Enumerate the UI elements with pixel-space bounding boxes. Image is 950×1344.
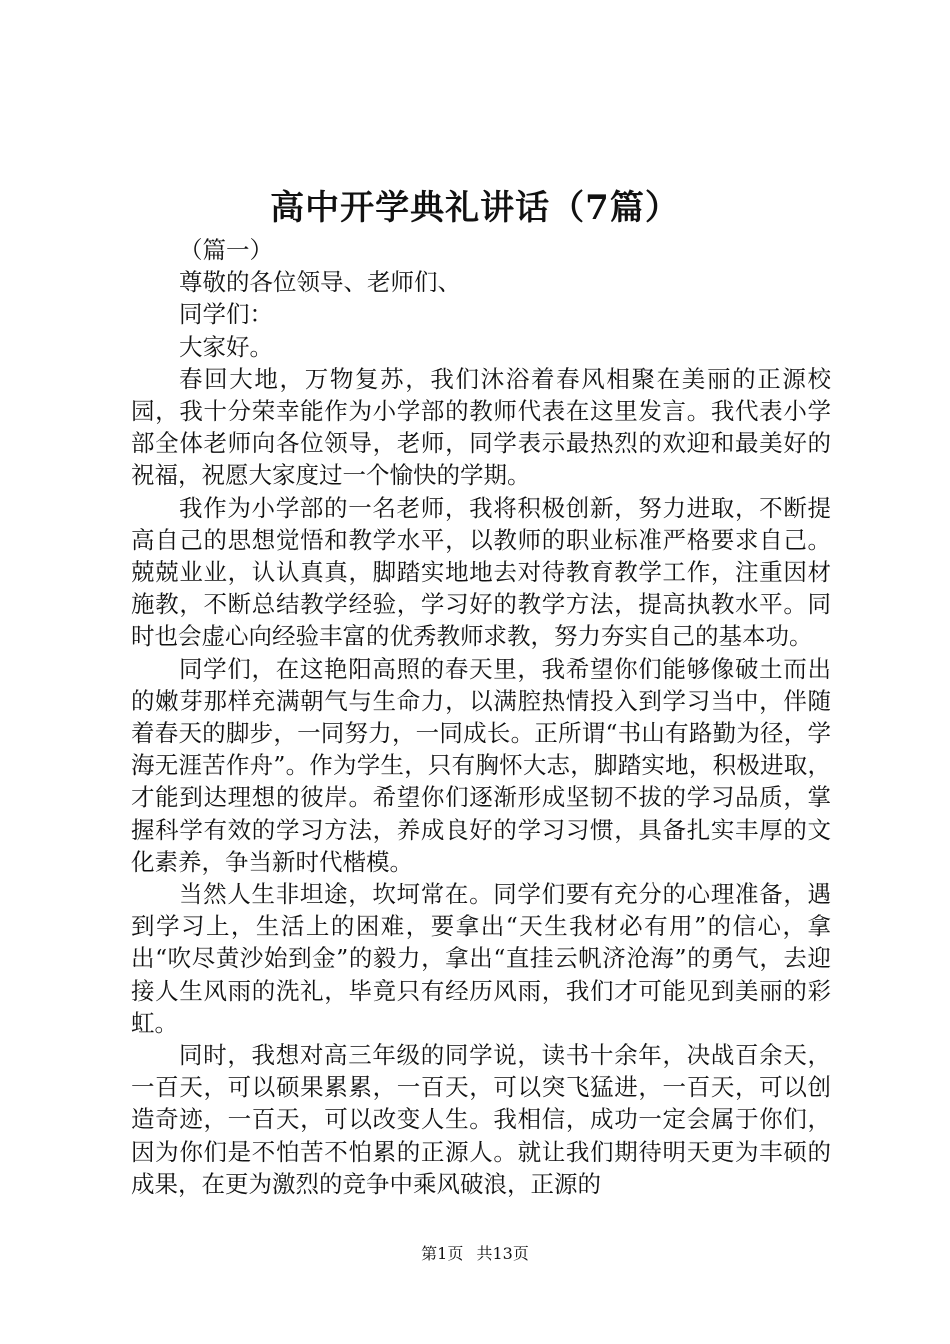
section-heading: （篇一） [179, 236, 273, 264]
salutation-line: 同学们： [179, 300, 273, 329]
page-footer [0, 1243, 950, 1265]
body-paragraph: 同学们，在这艳阳高照的春天里，我希望你们能够像破土而出的嫩芽那样充满朝气与生命力，以满腔热情投入到学习当中，伴随着春天的脚步，一同努力，一同成长。正所谓“书山有路勤为径，学海无涯苦作舟”。作为学生，只有胸怀大志，脚踏实地，积极进取，才能到达理想的彼岸。希望你们逐渐形成坚韧不拔的学习品质，掌握科学有效的学习方法，养成良好的学习习惯，具备扎实丰厚的文化素养，争当新时代楷模。 [131, 654, 831, 876]
greeting-line: 大家好。 [179, 332, 273, 361]
body-paragraph: 春回大地，万物复苏，我们沐浴着春风相聚在美丽的正源校园，我十分荣幸能作为小学部的教师代表在这里发言。我代表小学部全体老师向各位领导，老师，同学表示最热烈的欢迎和最美好的祝福，祝愿大家度过一个愉快的学期。 [131, 364, 831, 490]
page-total: 共13页 [476, 1244, 529, 1263]
page-number: 第1页 [421, 1244, 464, 1263]
body-paragraph: 同时，我想对高三年级的同学说，读书十余年，决战百余天，一百天，可以硕果累累，一百天，可以突飞猛进，一百天，可以创造奇迹，一百天，可以改变人生。我相信，成功一定会属于你们，因为你们是不怕苦不怕累的正源人。就让我们期待明天更为丰硕的成果，在更为激烈的竞争中乘风破浪，正源的 [131, 1041, 831, 1198]
body-paragraph: 当然人生非坦途，坎坷常在。同学们要有充分的心理准备，遇到学习上，生活上的困难，要拿出“天生我材必有用”的信心，拿出“吹尽黄沙始到金”的毅力，拿出“直挂云帆济沧海”的勇气，去迎接人生风雨的洗礼，毕竟只有经历风雨，我们才可能见到美丽的彩虹。 [131, 880, 831, 1037]
salutation-line: 尊敬的各位领导、老师们、 [179, 268, 461, 297]
document-body [131, 234, 831, 1200]
body-paragraph: 我作为小学部的一名老师，我将积极创新，努力进取，不断提高自己的思想觉悟和教学水平，以教师的职业标准严格要求自己。兢兢业业，认认真真，脚踏实地地去对待教育教学工作，注重因材施教，不断总结教学经验，学习好的教学方法，提高执教水平。同时也会虚心向经验丰富的优秀教师求教，努力夯实自己的基本功。 [131, 493, 831, 651]
document-title: 高中开学典礼讲话（7篇） [270, 188, 680, 228]
